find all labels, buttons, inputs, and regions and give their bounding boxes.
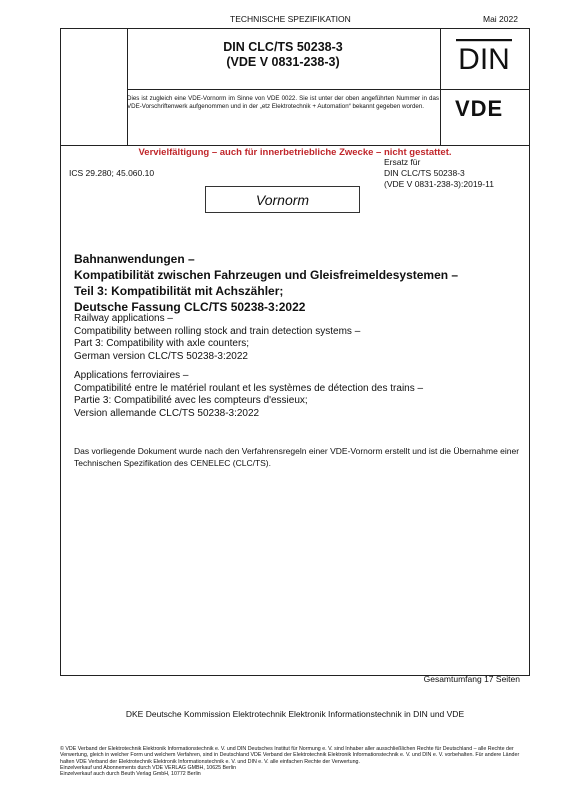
- reproduction-warning: Vervielfältigung – auch für innerbetriebliche Zwecke – nicht gestattet.: [138, 147, 452, 158]
- committee-line: DKE Deutsche Kommission Elektrotechnik Elektronik Informationstechnik in DIN und VDE: [125, 709, 465, 719]
- din-logo: [454, 36, 514, 76]
- replacement-label: Ersatz für: [384, 157, 421, 167]
- title-de-line: Bahnanwendungen –: [74, 252, 195, 266]
- title-french: [74, 370, 514, 420]
- title-en-line: Compatibility between rolling stock and train detection systems –: [74, 325, 361, 337]
- procedure-statement: Das vorliegende Dokument wurde nach den Verfahrensregeln einer VDE-Vornorm erstellt und ist die Übernahme einer Technischen Spezifikation des CENELEC (CLC/TS).: [74, 446, 520, 468]
- ics-codes: ICS 29.280; 45.060.10: [69, 168, 155, 178]
- title-english: [74, 313, 514, 363]
- title-de-line: Teil 3: Kompatibilität mit Achszähler;: [74, 284, 284, 298]
- document-date: Mai 2022: [483, 14, 518, 24]
- status-box: Vornorm: [205, 186, 360, 213]
- total-pages: Gesamtumfang 17 Seiten: [423, 674, 520, 684]
- title-en-line: German version CLC/TS 50238-3:2022: [74, 350, 248, 362]
- title-fr-line: Version allemande CLC/TS 50238-3:2022: [74, 407, 260, 419]
- sales-info-beuth: Einzelverkauf auch durch Beuth Verlag GmbH, 10772 Berlin: [60, 771, 201, 778]
- sales-info-vde: Einzelverkauf und Abonnements durch VDE VERLAG GMBH, 10625 Berlin: [60, 764, 237, 771]
- title-de-line: Deutsche Fassung CLC/TS 50238-3:2022: [74, 300, 306, 314]
- standard-number-block: [127, 40, 439, 70]
- vde-note: Dies ist zugleich eine VDE-Vornorm im Sinne von VDE 0022. Sie ist unter der oben angeführten Nummer in das VDE-Vorschriftenwerk aufgenommen und in der „etz Elektrotechnik + Automation“ bekannt gegeben worden.: [127, 95, 439, 111]
- title-en-line: Railway applications –: [74, 313, 173, 324]
- vde-classification-number: (VDE V 0831-238-3): [226, 55, 340, 69]
- replacement-vde-number: (VDE V 0831-238-3):2019-11: [384, 179, 494, 189]
- document-category: TECHNISCHE SPEZIFIKATION: [230, 14, 351, 24]
- title-de-line: Kompatibilität zwischen Fahrzeugen und Gleisfreimeldesystemen –: [74, 268, 459, 282]
- vde-logo: VDE: [455, 96, 504, 121]
- title-en-line: Part 3: Compatibility with axle counters;: [74, 338, 250, 349]
- title-fr-line: Partie 3: Compatibilité avec les compteurs d'essieux;: [74, 395, 308, 406]
- replacement-standard: DIN CLC/TS 50238-3: [384, 168, 465, 178]
- standard-number: DIN CLC/TS 50238-3: [223, 40, 343, 54]
- copyright-text: © VDE Verband der Elektrotechnik Elektronik Informationstechnik e. V. und DIN Deutsches Institut für Normung e. V. sind Inhaber aller ausschließlichen Rechte für Deutschland – alle Rechte der Verwertung, gleich in welcher Form und welchem Verfahren, sind in Deutschland VDE Verband der Elektrotechnik Elektronik Informationstechnik e. V. und DIN e. V. vorbehalten. Für andere Länder halten VDE Verband der Elektrotechnik Elektronik Informationstechnik e. V. und DIN e. V. alle einfachen Rechte der Verwertung.: [60, 746, 520, 765]
- din-logo-text: DIN: [458, 43, 510, 76]
- legal-notice: [60, 746, 530, 777]
- title-german: [74, 251, 514, 315]
- title-fr-line: Applications ferroviaires –: [74, 370, 189, 381]
- replacement-info: [384, 157, 494, 190]
- title-fr-line: Compatibilité entre le matériel roulant et les systèmes de détection des trains –: [74, 382, 424, 394]
